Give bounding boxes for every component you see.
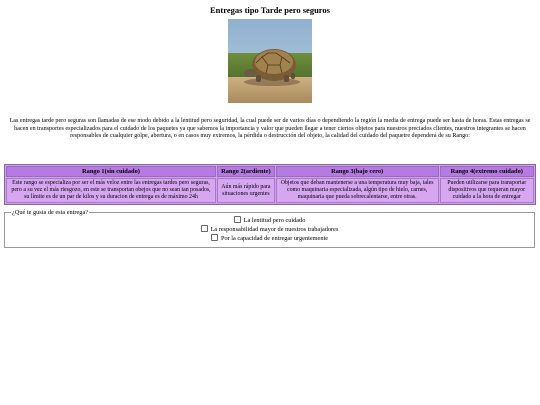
intro-paragraph: Las entregas tarde pero seguras son llamadas de ese modo debido a la lentitud pero seguridad, la cual puede ser de varios días o dependiendo la región la media de entrega puede ser hasta de horas. Estas entregas se hacen en transportes especializados para el cuidado de los paquetes ya que sabemos la importancia y valor que pueden llegar a tener ciertos objetos para nuestros preciados clientes, nuestros integrantes se hacen responsables de cualquier golpe, abertura, o en casos muy extremos, la pérdida o destrucción del objeto, la calidad del cuidado del paquetre dependerá de su Rango: [9, 118, 531, 140]
cell-rango-1: Este rango se especializa por ser el más veloz entre las entregas tardes pero seguras, pero a su vez el más riesgozo, en este se transportan obejos que no sean tan posados, su límite es de un par de kilos y su duracion de entrega es de máximo 24h [6, 178, 216, 203]
header-rango-4: Rango 4(extremo cuidado) [440, 166, 535, 177]
option-lentitud[interactable] [9, 216, 530, 225]
survey-options [9, 216, 530, 243]
header-rango-3: Rango 3(bajo cero) [276, 166, 439, 177]
cell-rango-3: Objetos que deban mantenerse a una temperatura muy baja, tales como maquinaria especializada, algún tipo de hielo, carnes, maquinaria que pueda sobrecalentarse, entre otras. [276, 178, 439, 203]
header-rango-2: Rango 2(ardiente) [217, 166, 275, 177]
option-label: Por la capacidad de entregar urgentemente [220, 235, 329, 242]
table-header-row [6, 166, 534, 177]
survey-legend: ¿Qué te gusta de esta entrega? [12, 209, 89, 216]
cell-rango-4: Pueden utilizarse para transportar dispositivos que requeran mayor cuidado a la hora de entregar [440, 178, 535, 203]
tortoise-photo [228, 19, 312, 103]
checkbox-icon[interactable] [234, 216, 241, 223]
option-label: La lentitud pero cuidado [243, 217, 306, 224]
tortoise-image [228, 19, 312, 103]
option-urgente[interactable] [9, 234, 530, 243]
survey-fieldset [4, 209, 535, 248]
header-rango-1: Rango 1(sin cuidado) [6, 166, 216, 177]
ranks-table [4, 164, 536, 205]
checkbox-icon[interactable] [211, 234, 218, 241]
cell-rango-2: Aún más rápido para situaciones urgentes [217, 178, 275, 203]
option-responsabilidad[interactable] [9, 225, 530, 234]
table-row [6, 178, 534, 203]
option-label: La responsabilidad mayor de nuestros trabajadores [210, 226, 339, 233]
checkbox-icon[interactable] [201, 225, 208, 232]
page-title: Entregas tipo Tarde pero seguros [210, 5, 330, 15]
